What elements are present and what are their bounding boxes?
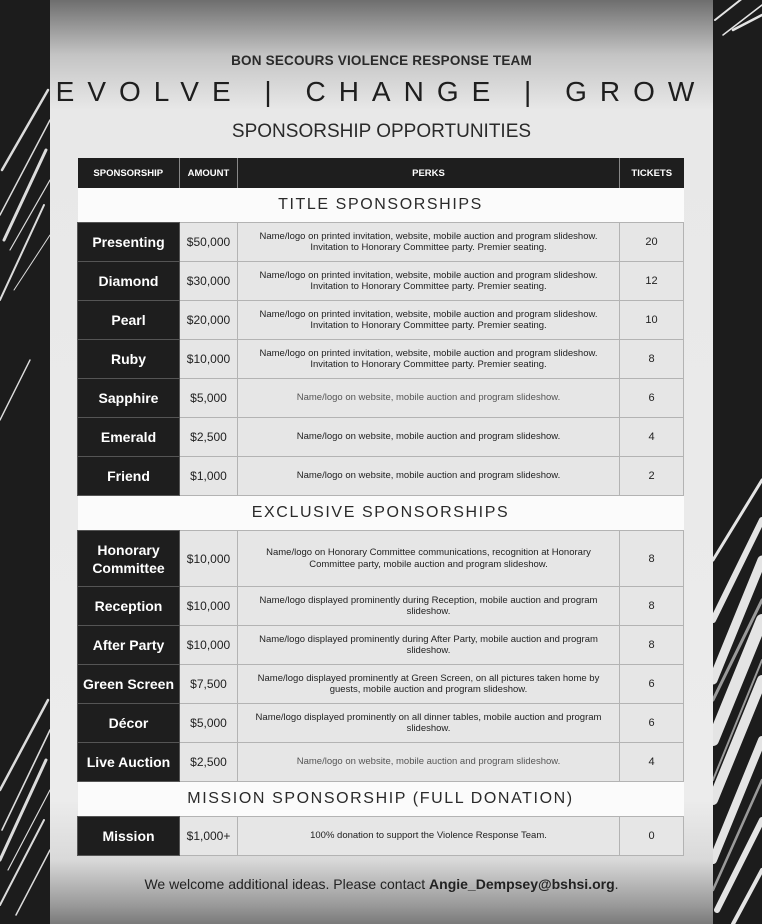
sponsorship-tickets: 8 xyxy=(620,340,684,379)
sponsorship-amount: $10,000 xyxy=(180,587,238,626)
sponsorship-perks: Name/logo displayed prominently during After Party, mobile auction and program slideshow. xyxy=(238,626,620,665)
table-row xyxy=(78,418,684,457)
column-header-tickets: TICKETS xyxy=(620,158,684,188)
sponsorship-amount: $10,000 xyxy=(180,531,238,587)
right-brush-border xyxy=(713,0,762,924)
sponsorship-name: Friend xyxy=(78,457,180,496)
sponsorship-perks: Name/logo displayed prominently during Reception, mobile auction and program slideshow. xyxy=(238,587,620,626)
table-row xyxy=(78,817,684,856)
org-name: BON SECOURS VIOLENCE RESPONSE TEAM xyxy=(231,53,532,68)
sponsorship-name: Reception xyxy=(78,587,180,626)
sponsorship-amount: $7,500 xyxy=(180,665,238,704)
tagline: EVOLVE | CHANGE | GROW xyxy=(55,76,708,107)
column-header-sponsorship: SPONSORSHIP xyxy=(78,158,180,188)
table-row xyxy=(78,665,684,704)
sponsorship-perks: Name/logo on website, mobile auction and program slideshow. xyxy=(238,379,620,418)
footer-period: . xyxy=(614,876,619,892)
table-row xyxy=(78,262,684,301)
section-title: EXCLUSIVE SPONSORSHIPS xyxy=(78,496,684,531)
sponsorship-name: Mission xyxy=(78,817,180,856)
sponsorship-name: After Party xyxy=(78,626,180,665)
section-header-title xyxy=(78,188,684,223)
sponsorship-table xyxy=(77,158,684,856)
table-row xyxy=(78,704,684,743)
sponsorship-amount: $1,000 xyxy=(180,457,238,496)
table-row xyxy=(78,587,684,626)
sponsorship-amount: $20,000 xyxy=(180,301,238,340)
sponsorship-name: Pearl xyxy=(78,301,180,340)
column-header-perks: PERKS xyxy=(238,158,620,188)
sponsorship-perks: Name/logo displayed prominently at Green Screen, on all pictures taken home by guests, mobile auction and program slideshow. xyxy=(238,665,620,704)
sponsorship-amount: $30,000 xyxy=(180,262,238,301)
table-header-row xyxy=(78,158,684,188)
sponsorship-name: Live Auction xyxy=(78,743,180,782)
sponsorship-tickets: 8 xyxy=(620,531,684,587)
table-row xyxy=(78,223,684,262)
left-brush-border xyxy=(0,0,50,924)
sponsorship-perks: Name/logo on printed invitation, website, mobile auction and program slideshow. Invitation to Honorary Committee party. Premier seating. xyxy=(238,223,620,262)
section-title: TITLE SPONSORSHIPS xyxy=(78,188,684,223)
sponsorship-tickets: 6 xyxy=(620,665,684,704)
sponsorship-name: Honorary Committee xyxy=(78,531,180,587)
footer-contact xyxy=(50,876,713,892)
sponsorship-perks: Name/logo displayed prominently on all dinner tables, mobile auction and program slideshow. xyxy=(238,704,620,743)
sponsorship-tickets: 10 xyxy=(620,301,684,340)
sponsorship-amount: $2,500 xyxy=(180,418,238,457)
sponsorship-tickets: 6 xyxy=(620,704,684,743)
sponsorship-name: Presenting xyxy=(78,223,180,262)
sponsorship-name: Diamond xyxy=(78,262,180,301)
sponsorship-amount: $10,000 xyxy=(180,340,238,379)
sponsorship-perks: Name/logo on printed invitation, website, mobile auction and program slideshow. Invitation to Honorary Committee party. Premier seating. xyxy=(238,262,620,301)
sponsorship-name: Green Screen xyxy=(78,665,180,704)
contact-email[interactable]: Angie_Dempsey@bshsi.org xyxy=(429,876,615,892)
sponsorship-amount: $2,500 xyxy=(180,743,238,782)
table-row xyxy=(78,457,684,496)
footer-text: We welcome additional ideas. Please contact xyxy=(144,876,430,892)
table-row xyxy=(78,743,684,782)
sponsorship-tickets: 12 xyxy=(620,262,684,301)
table-row xyxy=(78,531,684,587)
sponsorship-tickets: 8 xyxy=(620,587,684,626)
sponsorship-perks: Name/logo on printed invitation, website, mobile auction and program slideshow. Invitation to Honorary Committee party. Premier seating. xyxy=(238,340,620,379)
sponsorship-amount: $5,000 xyxy=(180,704,238,743)
section-header-exclusive xyxy=(78,496,684,531)
sponsorship-tickets: 8 xyxy=(620,626,684,665)
sponsorship-perks: Name/logo on website, mobile auction and program slideshow. xyxy=(238,743,620,782)
sponsorship-tickets: 20 xyxy=(620,223,684,262)
page-title: SPONSORSHIP OPPORTUNITIES xyxy=(231,121,532,142)
sponsorship-tickets: 4 xyxy=(620,743,684,782)
sponsorship-tickets: 0 xyxy=(620,817,684,856)
column-header-amount: AMOUNT xyxy=(180,158,238,188)
sponsorship-perks: Name/logo on website, mobile auction and program slideshow. xyxy=(238,418,620,457)
table-row xyxy=(78,340,684,379)
sponsorship-tickets: 2 xyxy=(620,457,684,496)
sponsorship-perks: 100% donation to support the Violence Response Team. xyxy=(238,817,620,856)
sponsorship-tickets: 4 xyxy=(620,418,684,457)
sponsorship-perks: Name/logo on Honorary Committee communications, recognition at Honorary Committee party, mobile auction and program slideshow. xyxy=(238,531,620,587)
table-row xyxy=(78,379,684,418)
section-header-mission xyxy=(78,782,684,817)
sponsorship-name: Décor xyxy=(78,704,180,743)
sponsorship-amount: $5,000 xyxy=(180,379,238,418)
section-title: MISSION SPONSORSHIP (FULL DONATION) xyxy=(78,782,684,817)
sponsorship-name: Emerald xyxy=(78,418,180,457)
sponsorship-amount: $50,000 xyxy=(180,223,238,262)
table-row xyxy=(78,626,684,665)
table-row xyxy=(78,301,684,340)
sponsorship-perks: Name/logo on printed invitation, website, mobile auction and program slideshow. Invitation to Honorary Committee party. Premier seating. xyxy=(238,301,620,340)
sponsorship-name: Sapphire xyxy=(78,379,180,418)
sponsorship-amount: $1,000+ xyxy=(180,817,238,856)
sponsorship-tickets: 6 xyxy=(620,379,684,418)
sponsorship-perks: Name/logo on website, mobile auction and program slideshow. xyxy=(238,457,620,496)
sponsorship-amount: $10,000 xyxy=(180,626,238,665)
sponsorship-name: Ruby xyxy=(78,340,180,379)
